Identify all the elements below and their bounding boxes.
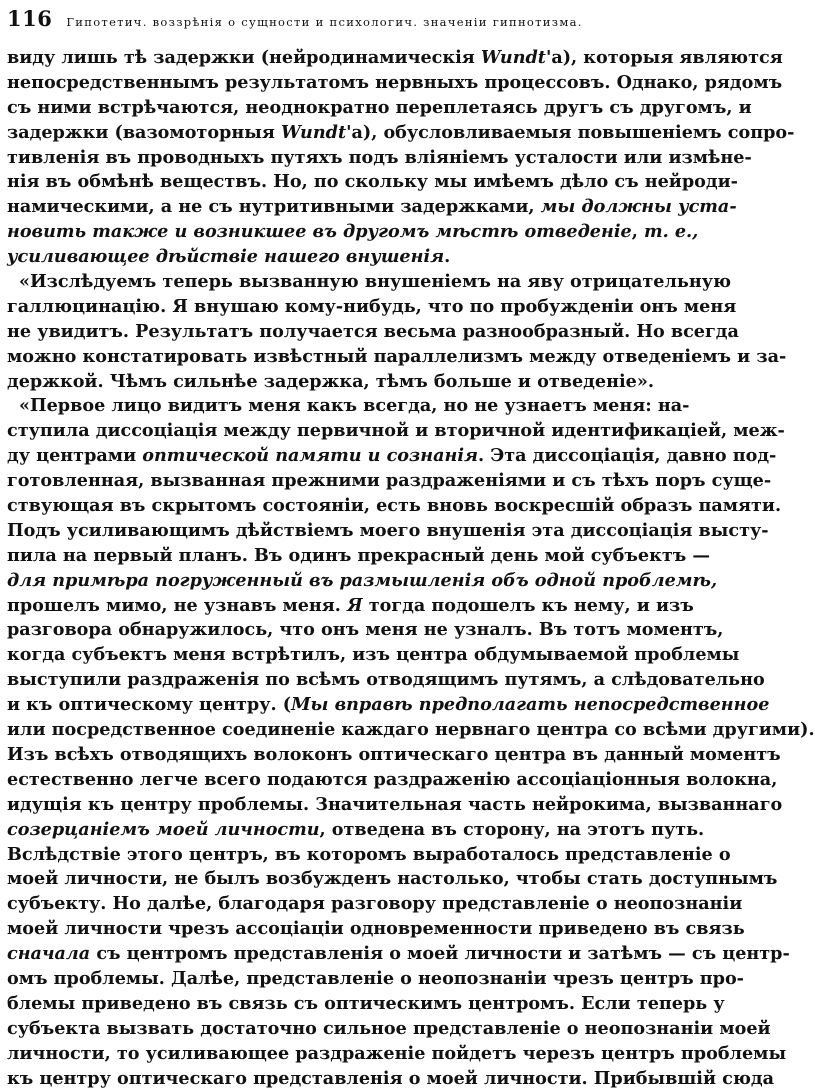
text-run: субъекта вызвать достаточно сильное представленіе о неопознаніи моей [7,1017,771,1039]
text-run: съ ними встрѣчаются, неоднократно переплетаясь другъ съ другомъ, и [7,96,752,118]
text-line [7,195,737,220]
text-line [7,146,752,171]
text-line [7,170,738,195]
text-run: ду центрами [7,445,143,467]
italic-text-run: для примѣра погруженный въ размышленія объ одной проблемѣ, [7,569,718,591]
text-run: «Первое лицо видитъ меня какъ всегда, но не узнаетъ меня: на- [19,395,690,417]
running-title: Гипотетич. воззрѣнія о сущности и психологич. значеніи гипнотизма. [66,15,583,29]
text-run: естественно легче всего подаются раздраженію ассоціаціонныя волокна, [7,768,778,790]
text-line [7,818,705,843]
text-line [7,444,777,469]
text-line [7,643,740,668]
text-line [7,121,795,146]
text-run: , отведена въ сторону, на этотъ путь. [319,818,705,840]
text-line [7,718,815,743]
text-line [7,693,770,718]
text-line [7,96,752,121]
text-line [7,917,745,942]
text-run: когда субъектъ меня встрѣтилъ, изъ центра обдумываемой проблемы [7,644,740,666]
text-run: ствующая въ скрытомъ состояніи, есть вновь воскресшій образъ памяти. [7,495,782,517]
text-run: моей личности чрезъ ассоціаціи одновременности приведено въ связь [7,918,745,940]
paragraph [7,46,795,270]
text-run: Подъ усиливающимъ дѣйствіемъ моего внушенія эта диссоціація высту- [7,519,769,541]
text-run: выступили раздраженія по всѣмъ отводящимъ путямъ, а слѣдовательно [7,669,765,691]
text-run: намическими, а не съ нутритивными задержками, [7,196,541,218]
italic-text-run: новить также и возникшее въ другомъ мѣстѣ отведеніе [7,221,632,243]
text-run: или посредственное соединеніе каждаго нервнаго центра со всѣми другими). [7,719,815,741]
text-line [7,793,783,818]
text-line [7,320,739,345]
text-line [7,569,718,594]
text-line [7,618,724,643]
text-line [7,843,731,868]
text-run: , [631,221,644,243]
text-run: разговора обнаружилось, что онъ меня не узналъ. Въ тотъ моментъ, [7,619,724,641]
text-line [7,1017,771,1042]
text-line [7,1067,775,1091]
text-line [7,469,772,494]
page-number: 116 [7,6,53,31]
text-line [7,867,778,892]
text-line [7,1042,787,1067]
text-line [7,519,769,544]
text-line [7,544,710,569]
text-line [7,768,778,793]
italic-text-run: мы должны уста- [540,196,737,218]
text-run: . [444,246,451,268]
text-line [7,992,725,1017]
paragraph [7,394,815,1091]
text-run: личности, то усиливающее раздраженіе пойдетъ черезъ центръ проблемы [7,1042,787,1064]
text-run: моей личности, не былъ возбужденъ настолько, чтобы стать доступнымъ [7,868,778,890]
text-line [7,419,785,444]
text-run: непосредственнымъ результатомъ нервныхъ процессовъ. Однако, рядомъ [7,71,783,93]
text-line [7,220,699,245]
italic-text-run: оптической памяти и сознанія [142,445,479,467]
text-run: галлюцинацію. Я внушаю кому-нибудь, что по пробужденіи онъ меня [7,295,737,317]
text-line [7,46,783,71]
text-line [7,892,743,917]
text-run: тивленія въ проводныхъ путяхъ подъ вліяніемъ усталости или измѣне- [7,146,752,168]
text-line [7,743,781,768]
text-run: не увидитъ. Результатъ получается весьма разнообразный. Но всегда [7,320,739,342]
italic-text-run: сначала [7,943,91,965]
text-run: омъ проблемы. Далѣе, представленіе о неопознаніи чрезъ центръ про- [7,967,744,989]
text-run: Изъ всѣхъ отводящихъ волоконъ оптическаго центра въ данный моментъ [7,743,781,765]
italic-text-run: созерцаніемъ моей личности [7,818,320,840]
text-run: . Эта диссоціація, давно под- [478,445,777,467]
text-run: держкой. Чѣмъ сильнѣе задержка, тѣмъ больше и отведеніе». [7,370,654,392]
text-run: и къ оптическому центру. ( [7,694,292,716]
text-run: идущія къ центру проблемы. Значительная часть нейрокима, вызваннаго [7,793,783,815]
text-line [7,394,690,419]
text-line [7,270,731,295]
text-line [7,594,694,619]
text-run: тогда подошелъ къ нему, и изъ [362,594,694,616]
text-line [7,295,737,320]
italic-text-run: т. е., [643,221,699,243]
text-line [7,245,611,270]
text-run: виду лишь тѣ задержки (нейродинамическія [7,47,481,68]
text-run: можно констатировать извѣстный параллелизмъ между отведеніемъ и за- [7,345,787,367]
text-line [7,494,782,519]
text-run: 'а), которыя являются [545,47,783,68]
italic-text-run: Wundt [480,47,546,68]
text-line [7,942,790,967]
italic-text-run: Я [347,594,363,616]
body-text [7,46,815,1091]
text-run: прошелъ мимо, не узнавъ меня. [7,594,348,616]
text-run: 'а), обусловливаемыя повышеніемъ сопро- [346,121,795,143]
text-run: субъекту. Но далѣе, благодаря разговору представленіе о неопознаніи [7,893,743,915]
paragraph [7,270,787,394]
text-line [7,668,765,693]
page-header [7,6,611,38]
text-run: пила на первый планъ. Въ одинъ прекрасный день мой субъектъ — [7,544,710,566]
text-run: «Изслѣдуемъ теперь вызванную внушеніемъ на яву отрицательную [19,271,731,293]
text-line [7,967,744,992]
italic-text-run: Wundt [281,121,347,143]
text-run: задержки (вазомоторныя [7,121,282,143]
text-run: къ центру оптическаго представленія о моей личности. Прибывшій сюда [7,1067,775,1089]
italic-text-run: Мы вправѣ предполагать непосредственное [291,694,770,716]
text-run: ступила диссоціація между первичной и вторичной идентификаціей, меж- [7,420,785,442]
text-run: готовленная, вызванная прежними раздраженіями и съ тѣхъ поръ суще- [7,470,772,492]
text-line [7,370,654,395]
italic-text-run: усиливающее дѣйствіе нашего внушенія [7,246,445,268]
text-run: блемы приведено въ связь съ оптическимъ центромъ. Если теперь у [7,992,725,1014]
text-line [7,345,787,370]
text-run: нія въ обмѣнѣ веществъ. Но, по скольку мы имѣемъ дѣло съ нейроди- [7,171,738,193]
text-run: Вслѣдствіе этого центръ, въ которомъ выработалось представленіе о [7,843,731,865]
text-line [7,71,783,96]
text-run: съ центромъ представленія о моей личности и затѣмъ — съ центр- [90,943,790,965]
